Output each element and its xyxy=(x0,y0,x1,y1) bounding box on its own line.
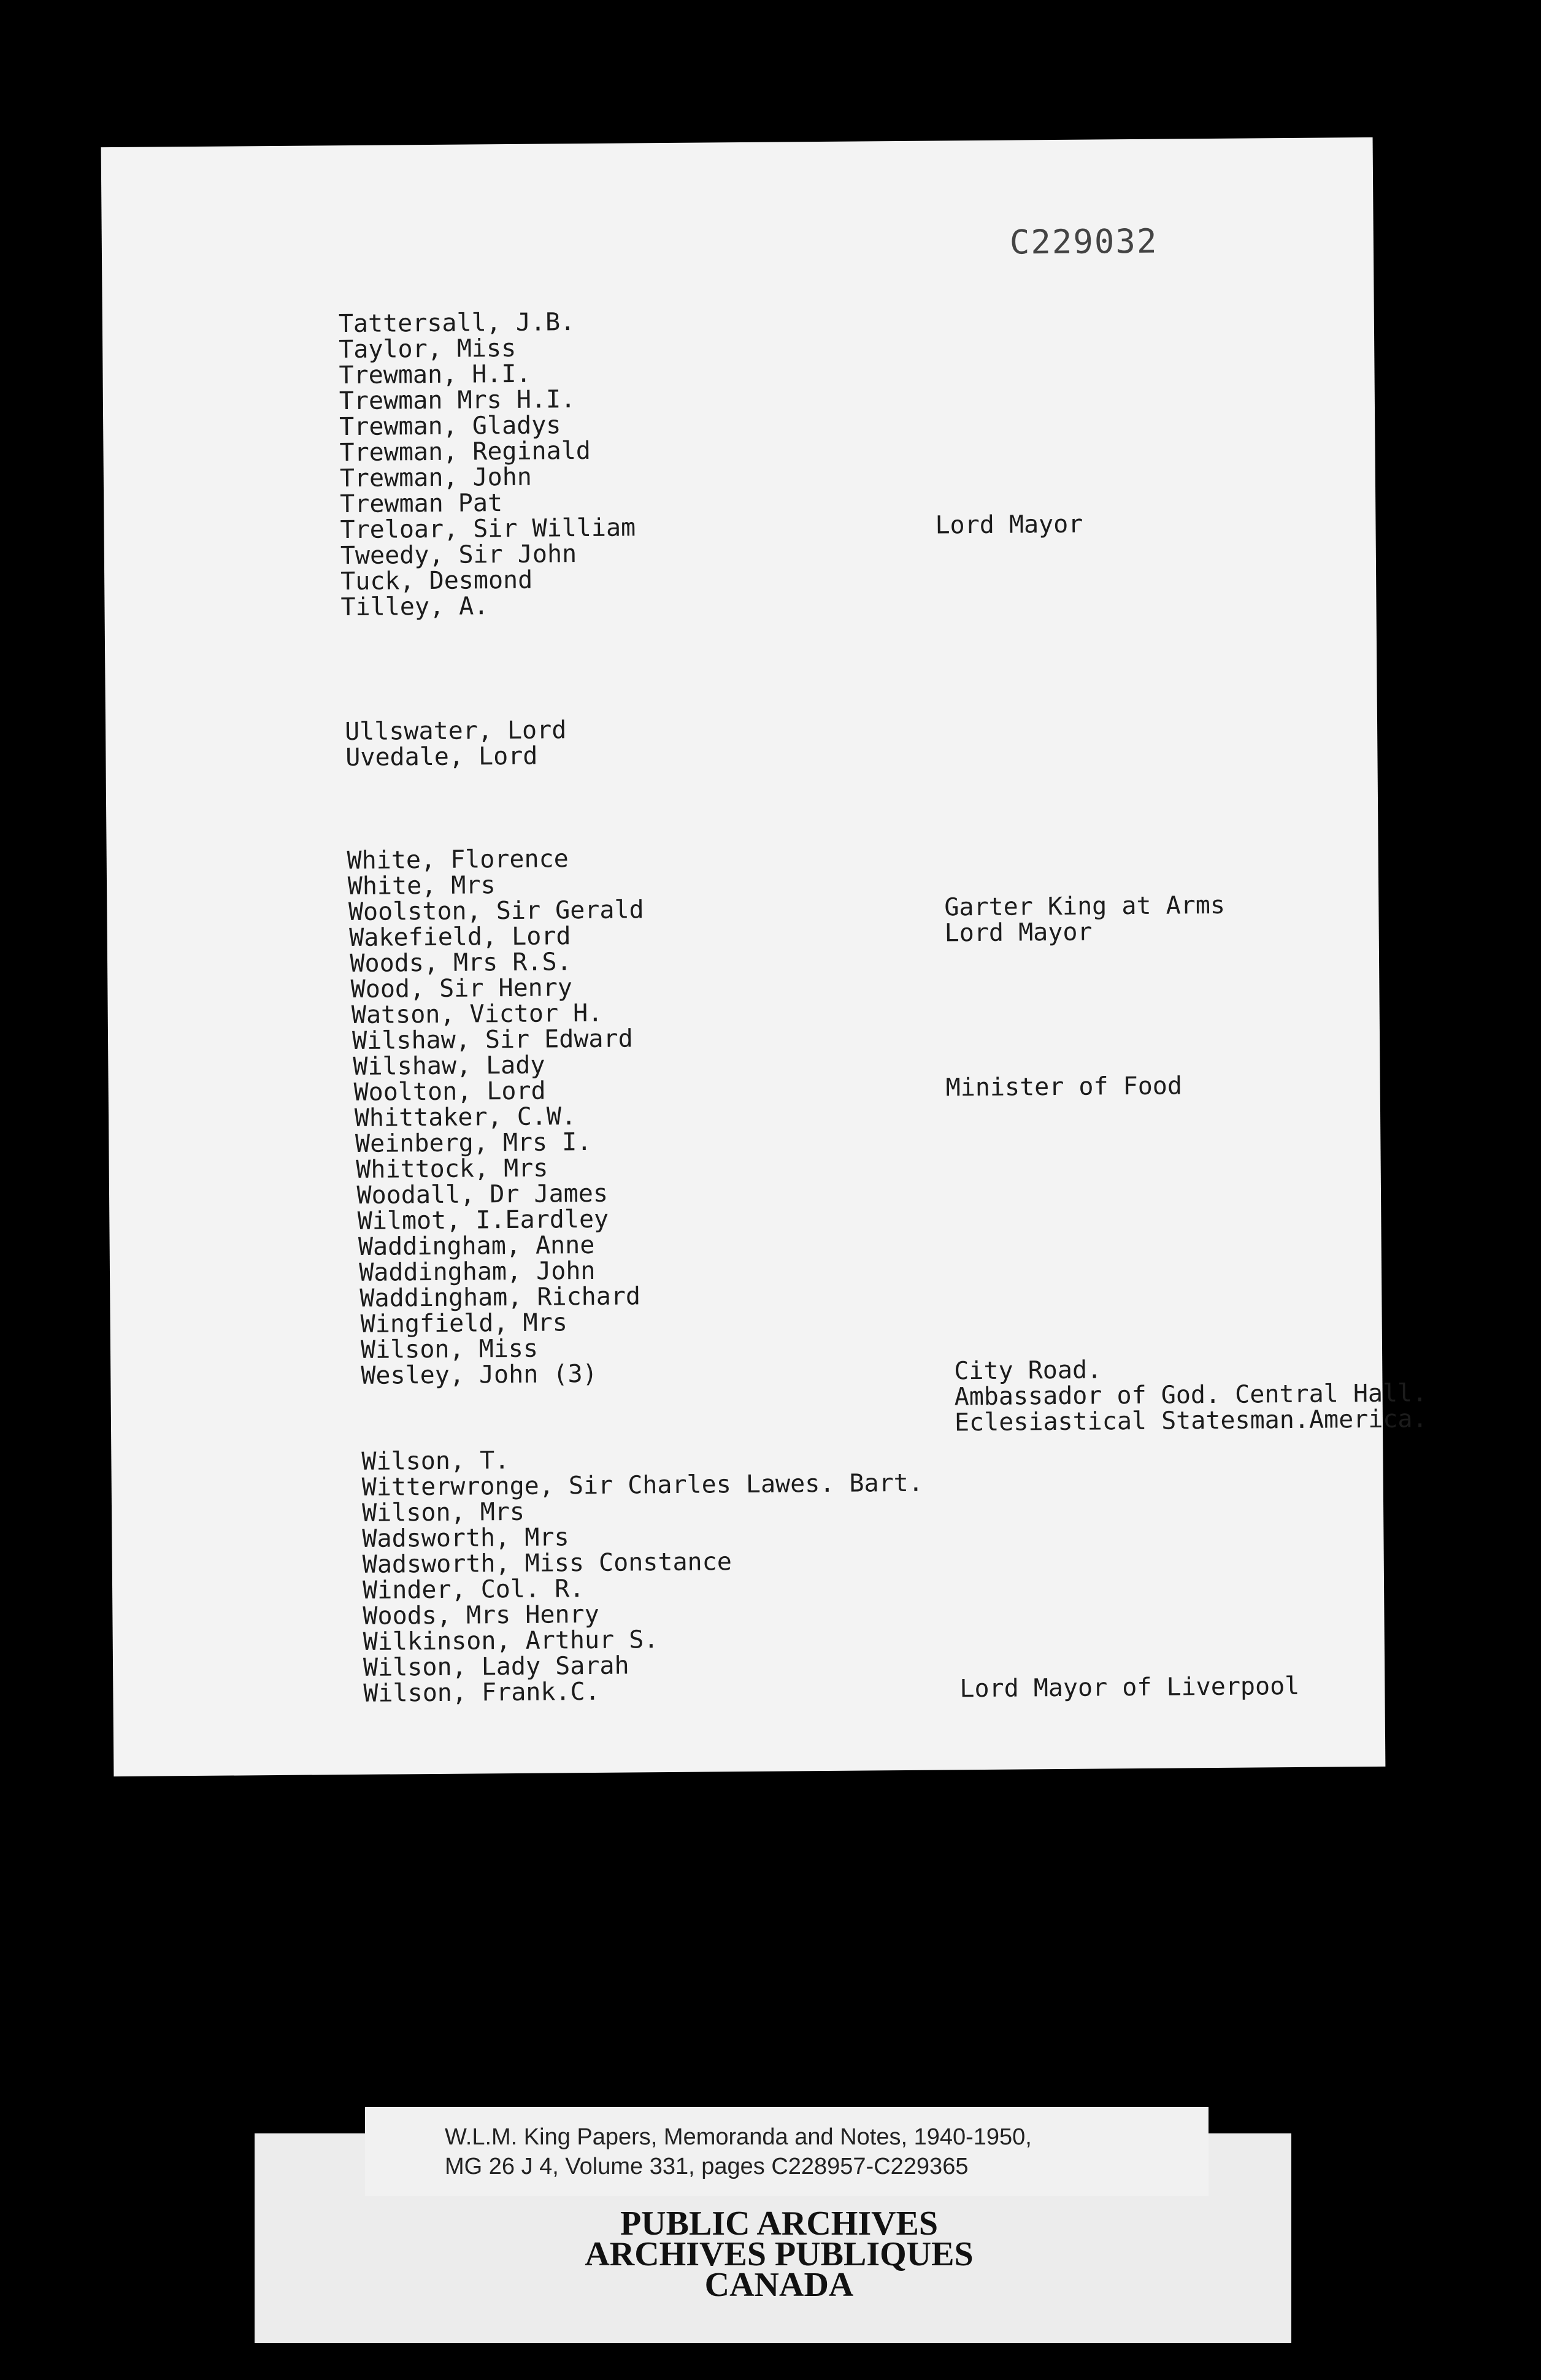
entry-row xyxy=(107,840,1378,875)
entry-row xyxy=(109,1175,1381,1210)
entry-name: Wilshaw, Lady xyxy=(353,1051,545,1081)
entry-row xyxy=(112,1518,1383,1553)
entry-name: White, Florence xyxy=(347,845,569,875)
entry-name: Trewman, H.I. xyxy=(339,359,531,390)
entry-name: Trewman, Gladys xyxy=(339,411,561,442)
entry-note: Ambassador of God. Central Hall. xyxy=(954,1379,1428,1411)
entry-name: Wilshaw, Sir Edward xyxy=(352,1024,633,1056)
entry-name: Wakefield, Lord xyxy=(349,922,571,953)
entry-name: Woolton, Lord xyxy=(353,1077,546,1107)
entry-name: Wadsworth, Mrs xyxy=(362,1523,569,1553)
entry-row xyxy=(112,1570,1384,1605)
entry-row xyxy=(106,737,1377,772)
document-page xyxy=(101,137,1428,1776)
entry-row xyxy=(113,1621,1385,1656)
entry-name: Whittock, Mrs xyxy=(356,1154,548,1184)
entry-row xyxy=(110,1226,1382,1261)
entry-row xyxy=(111,1441,1383,1476)
entry-name: Trewman Pat xyxy=(340,489,503,519)
entry-row xyxy=(104,586,1376,622)
entry-name: Watson, Victor H. xyxy=(351,999,603,1030)
entry-name: Whittaker, C.W. xyxy=(354,1102,577,1132)
entry-name: Uvedale, Lord xyxy=(345,742,538,772)
entry-name: Wilson, Mrs xyxy=(361,1497,525,1527)
caption-line-1: W.L.M. King Papers, Memoranda and Notes, 1940-1950, xyxy=(445,2124,1032,2150)
entry-row xyxy=(110,1252,1382,1287)
entry-name: Wadsworth, Miss Constance xyxy=(362,1548,732,1579)
entry-row xyxy=(103,406,1375,442)
entry-name: Ullswater, Lord xyxy=(344,716,567,747)
archive-caption xyxy=(445,2122,1181,2181)
entry-row xyxy=(106,711,1377,747)
entry-name: Trewman, Reginald xyxy=(339,436,591,467)
entry-row xyxy=(113,1672,1385,1708)
entry-row xyxy=(102,303,1374,339)
entry-row xyxy=(111,1405,1428,1437)
entry-row xyxy=(107,943,1379,978)
entry-note: Lord Mayor of Liverpool xyxy=(959,1672,1300,1703)
entry-row xyxy=(112,1544,1384,1579)
entry-row xyxy=(109,1123,1380,1158)
entry-name: Tweedy, Sir John xyxy=(340,540,577,570)
entry-name: Waddingham, John xyxy=(359,1256,596,1287)
entry-row xyxy=(104,483,1375,519)
entry-note: Minister of Food xyxy=(945,1072,1183,1102)
entry-name: Wilson, Lady Sarah xyxy=(363,1651,629,1682)
entry-row xyxy=(112,1467,1383,1502)
entry-name: Trewman, John xyxy=(339,463,532,493)
entry-name: Wilkinson, Arthur S. xyxy=(363,1626,659,1656)
entry-name: Winder, Col. R. xyxy=(362,1575,585,1605)
entry-name: Woodall, Dr James xyxy=(356,1179,609,1210)
entry-row xyxy=(104,561,1376,596)
entry-row xyxy=(107,866,1378,901)
entry-name: Woolston, Sir Gerald xyxy=(348,896,644,927)
entry-row xyxy=(111,1379,1428,1411)
entry-row xyxy=(108,1046,1380,1081)
entry-row xyxy=(102,329,1374,364)
entry-name: Wesley, John (3) xyxy=(361,1359,598,1390)
entry-row xyxy=(110,1329,1382,1364)
entry-row xyxy=(108,994,1380,1030)
entry-name: Tattersall, J.B. xyxy=(338,308,575,339)
entry-name: Witterwronge, Sir Charles Lawes. Bart. xyxy=(361,1468,924,1502)
entry-row xyxy=(110,1303,1382,1338)
entry-name: Tilley, A. xyxy=(340,592,489,622)
entry-note: Eclesiastical Statesman.America. xyxy=(954,1405,1428,1437)
entry-name: Woods, Mrs Henry xyxy=(363,1600,599,1630)
entry-name: Wilson, T. xyxy=(361,1446,510,1476)
entry-name: White, Mrs xyxy=(347,871,496,901)
entry-name: Taylor, Miss xyxy=(339,334,517,364)
archive-line-2: ARCHIVES PUBLIQUES xyxy=(585,2235,974,2273)
entry-row xyxy=(104,535,1376,570)
entry-note: City Road. xyxy=(954,1356,1102,1386)
entry-name: Waddingham, Anne xyxy=(358,1230,595,1261)
entry-row xyxy=(109,1097,1380,1132)
entry-name: Wingfield, Mrs xyxy=(360,1308,568,1338)
entry-row xyxy=(107,969,1379,1004)
entry-name: Tuck, Desmond xyxy=(340,566,533,596)
entry-note: Lord Mayor xyxy=(935,510,1083,540)
page-id: C229032 xyxy=(1009,221,1158,262)
entry-row xyxy=(107,891,1378,927)
entry-name: Waddingham, Richard xyxy=(359,1282,641,1313)
entry-name: Treloar, Sir William xyxy=(340,513,636,545)
entry-name: Wilson, Miss xyxy=(360,1334,539,1364)
public-archives-stamp xyxy=(411,2205,1147,2304)
entry-note: Lord Mayor xyxy=(944,918,1093,948)
entry-row xyxy=(102,355,1374,390)
entry-row xyxy=(104,509,1375,545)
entry-name: Weinberg, Mrs I. xyxy=(355,1127,592,1158)
entry-name: Wilmot, I.Eardley xyxy=(357,1205,609,1235)
entry-name: Wilson, Frank.C. xyxy=(363,1677,600,1708)
entry-name: Trewman Mrs H.I. xyxy=(339,385,576,416)
archive-line-3: CANADA xyxy=(704,2266,854,2304)
entry-row xyxy=(112,1595,1384,1630)
entry-row xyxy=(110,1278,1382,1313)
entry-note: Garter King at Arms xyxy=(944,891,1226,922)
entry-name: Woods, Mrs R.S. xyxy=(350,948,572,978)
entry-row xyxy=(104,458,1375,493)
entry-row xyxy=(109,1072,1380,1107)
caption-line-2: MG 26 J 4, Volume 331, pages C228957-C229365 xyxy=(445,2154,969,2179)
entry-row xyxy=(108,1020,1380,1056)
archive-line-1: PUBLIC ARCHIVES xyxy=(620,2205,939,2243)
entry-row xyxy=(109,1149,1381,1184)
entry-row xyxy=(109,1200,1381,1235)
entry-row xyxy=(110,1355,1382,1390)
entry-row xyxy=(113,1647,1385,1682)
entry-name: Wood, Sir Henry xyxy=(350,973,573,1004)
entry-row xyxy=(103,432,1375,467)
entry-row xyxy=(103,380,1375,416)
